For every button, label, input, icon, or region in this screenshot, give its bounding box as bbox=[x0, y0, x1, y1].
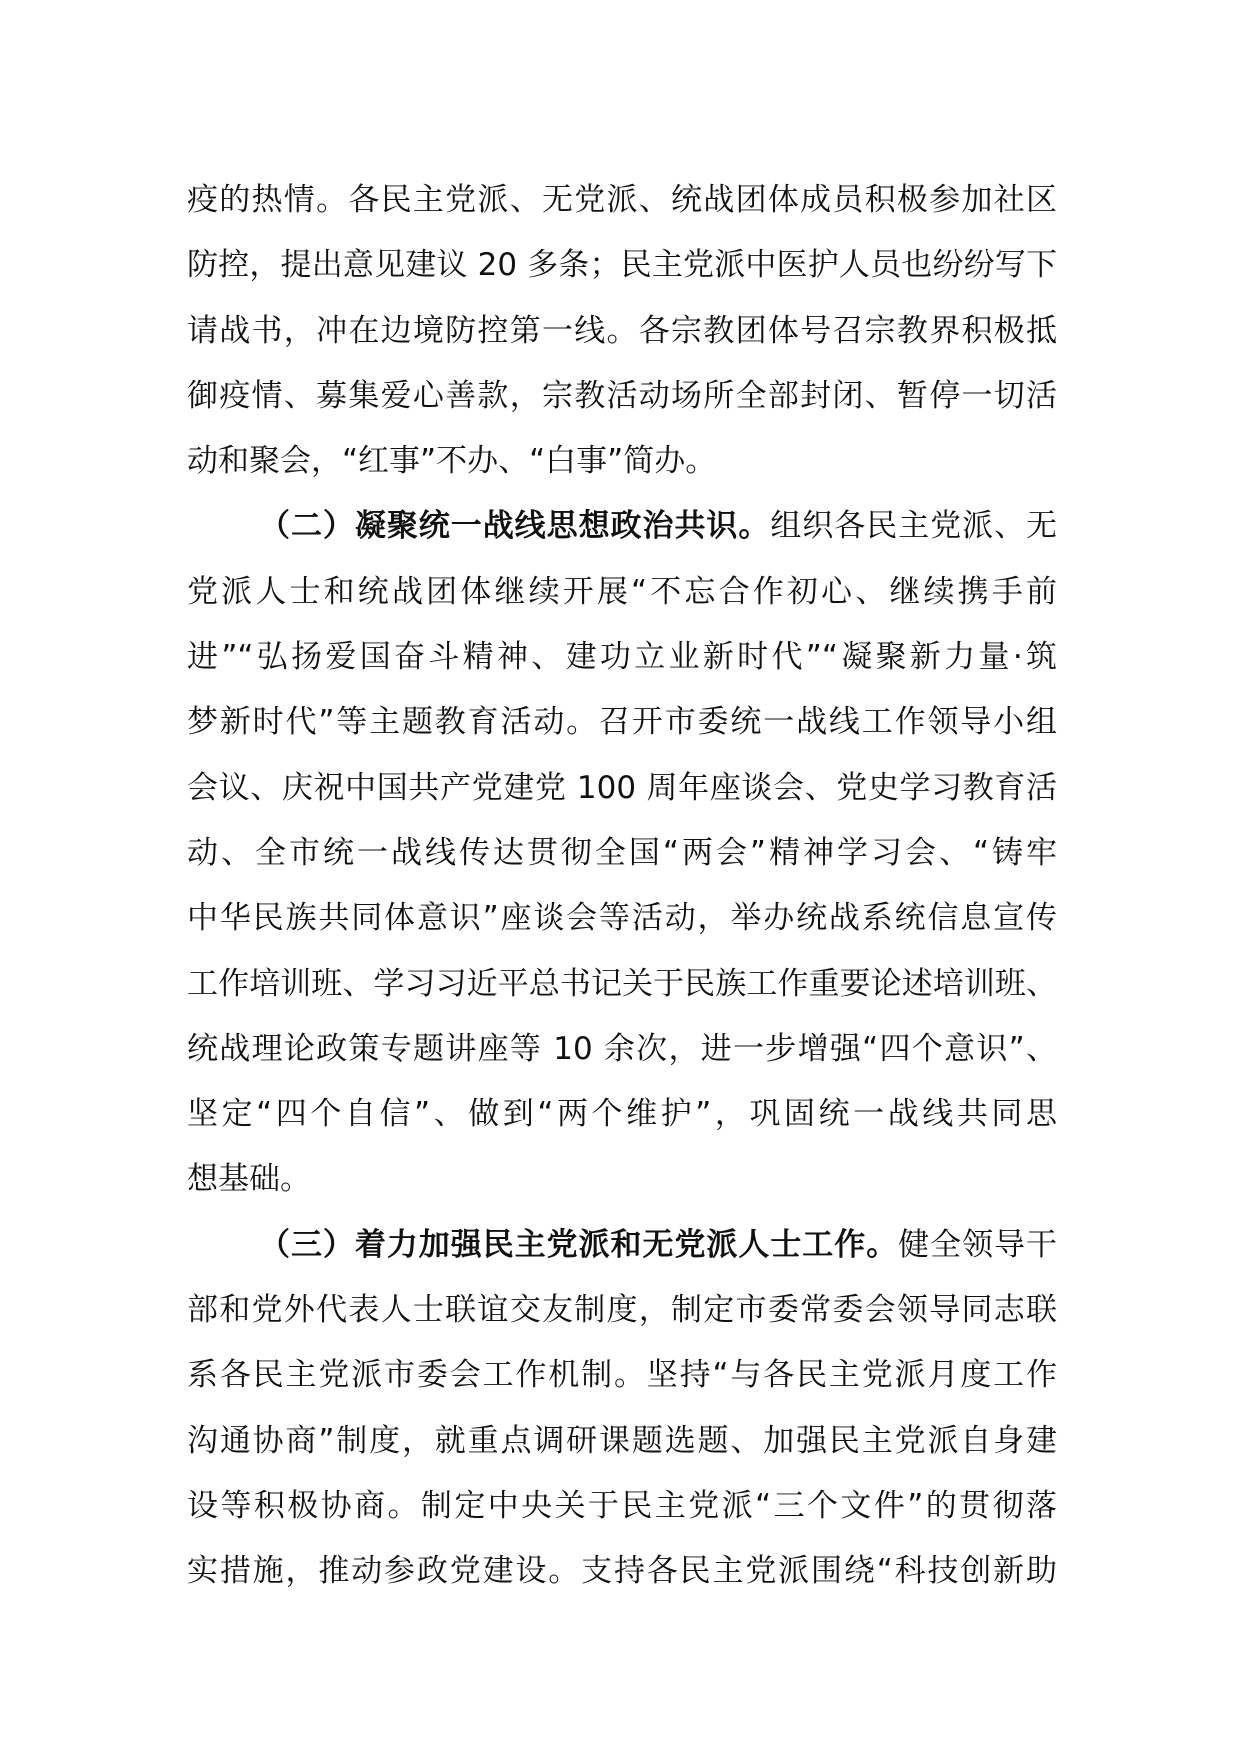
text-line: 动和聚会，“红事”不办、“白事”简办。 bbox=[187, 443, 717, 480]
paragraph-2 bbox=[187, 494, 1057, 1212]
text-line: 中华民族共同体意识”座谈会等活动，举办统战系统信息宣传 bbox=[187, 900, 1057, 937]
text-run: 组织各民主党派、无 bbox=[770, 508, 1058, 545]
text-line: 坚定“四个自信”、做到“两个维护”，巩固统一战线共同思 bbox=[187, 1096, 1057, 1133]
paragraph-first-line bbox=[187, 494, 1057, 559]
text-line: 党派人士和统战团体继续开展“不忘合作初心、继续携手前 bbox=[187, 573, 1057, 610]
section-heading: （三）着力加强民主党派和无党派人士工作。 bbox=[259, 1226, 899, 1263]
text-line: 系各民主党派市委会工作机制。坚持“与各民主党派月度工作 bbox=[187, 1357, 1057, 1394]
section-heading: （二）凝聚统一战线思想政治共识。 bbox=[259, 508, 771, 545]
text-line: 请战书，冲在边境防控第一线。各宗教团体号召宗教界积极抵 bbox=[187, 312, 1057, 349]
text-line: 进”“弘扬爱国奋斗精神、建功立业新时代”“凝聚新力量·筑 bbox=[187, 639, 1057, 676]
text-run: 健全领导干 bbox=[898, 1226, 1058, 1263]
paragraph-3 bbox=[187, 1213, 1057, 1605]
text-line: 设等积极协商。制定中央关于民主党派“三个文件”的贯彻落 bbox=[187, 1487, 1057, 1524]
text-line: 工作培训班、学习习近平总书记关于民族工作重要论述培训班、 bbox=[187, 965, 1057, 1002]
text-line: 沟通协商”制度，就重点调研课题选题、加强民主党派自身建 bbox=[187, 1422, 1057, 1459]
text-line: 动、全市统一战线传达贯彻全国“两会”精神学习会、“铸牢 bbox=[187, 834, 1057, 871]
text-line: 想基础。 bbox=[187, 1161, 311, 1198]
text-line: 部和党外代表人士联谊交友制度，制定市委常委会领导同志联 bbox=[187, 1292, 1057, 1329]
text-line: 统战理论政策专题讲座等 10 余次，进一步增强“四个意识”、 bbox=[187, 1030, 1057, 1067]
text-line: 实措施，推动参政党建设。支持各民主党派围绕“科技创新助 bbox=[187, 1553, 1057, 1590]
paragraph-first-line bbox=[187, 1213, 1057, 1278]
document-body bbox=[187, 168, 1057, 1605]
text-line: 防控，提出意见建议 20 多条；民主党派中医护人员也纷纷写下 bbox=[187, 247, 1057, 284]
text-line: 御疫情、募集爱心善款，宗教活动场所全部封闭、暂停一切活 bbox=[187, 377, 1057, 414]
paragraph-1 bbox=[187, 168, 1057, 494]
text-line: 会议、庆祝中国共产党建党 100 周年座谈会、党史学习教育活 bbox=[187, 769, 1057, 806]
text-line: 疫的热情。各民主党派、无党派、统战团体成员积极参加社区 bbox=[187, 182, 1057, 218]
text-line: 梦新时代”等主题教育活动。召开市委统一战线工作领导小组 bbox=[187, 704, 1057, 741]
